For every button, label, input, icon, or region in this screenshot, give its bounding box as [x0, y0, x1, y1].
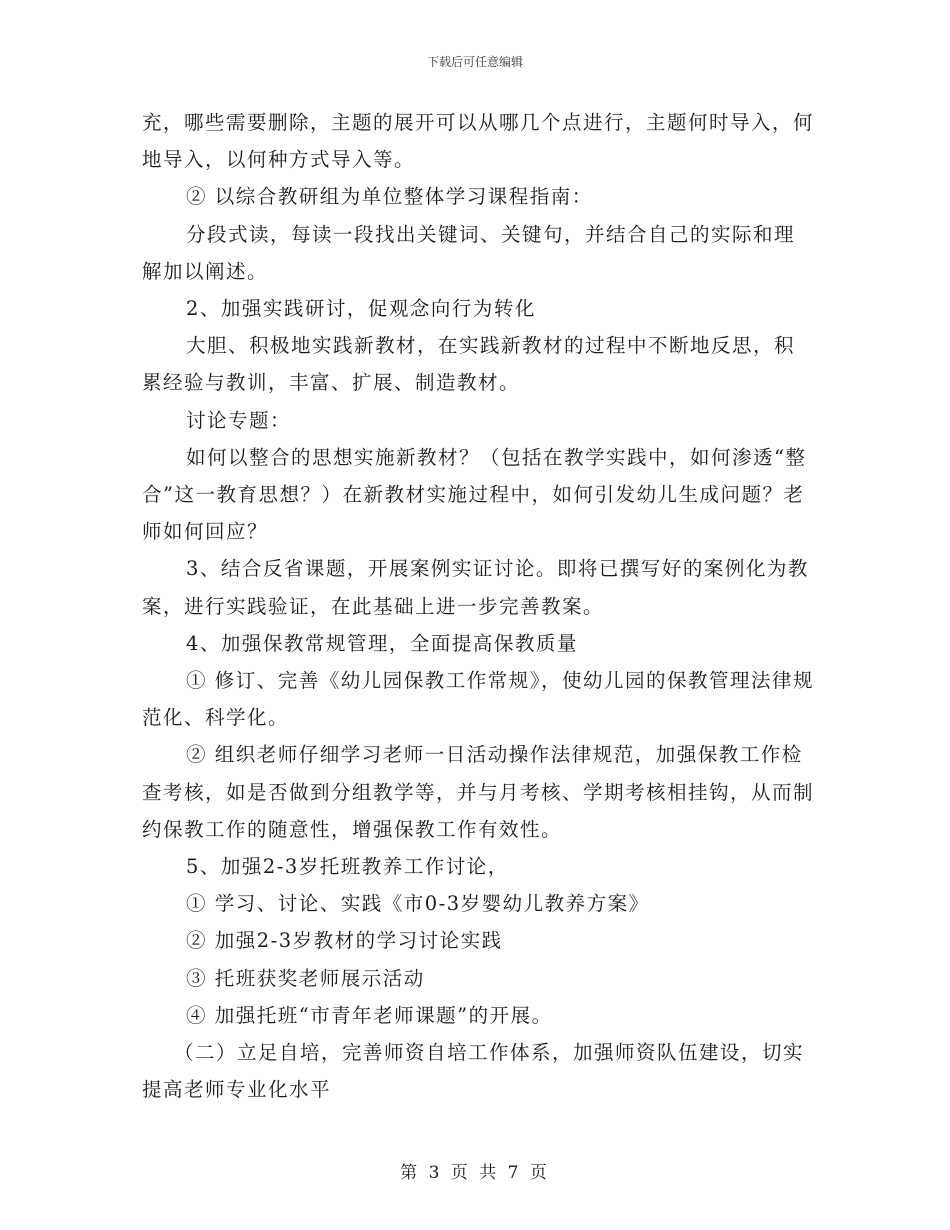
paragraph: 3、结合反省课题，开展案例实证讨论。即将已撰写好的案例化为教案，进行实践验证，在此基础上进一步完善教案。 [142, 557, 809, 618]
paragraph: ② 组织老师仔细学习老师一日活动操作法律规范，加强保教工作检查考核，如是否做到分组教学等，并与月考核、学期考核相挂钩，从而制约保教工作的随意性，增强保教工作有效性。 [142, 743, 815, 841]
paragraph: 分段式读，每读一段找出关键词、关键句，并结合自己的实际和理解加以阐述。 [142, 222, 796, 283]
paragraph: 5、加强2-3岁托班教养工作讨论， [186, 855, 509, 879]
page-number-footer: 第 3 页 共 7 页 [400, 1163, 550, 1183]
paragraph: 如何以整合的思想实施新教材？（包括在教学实践中，如何渗透“整合”这一教育思想？）在新教材实施过程中，如何引发幼儿生成问题？老师如何回应？ [142, 445, 807, 544]
document-body [142, 104, 814, 1108]
paragraph: ② 加强2-3岁教材的学习讨论实践 [186, 929, 503, 953]
page-header: 下载后可任意编辑 [426, 55, 523, 69]
paragraph: ③ 托班获奖老师展示活动 [186, 966, 425, 990]
paragraph: （二）立足自培，完善师资自培工作体系，加强师资队伍建设，切实提高老师专业化水平 [142, 1041, 805, 1102]
paragraph: ② 以综合教研组为单位整体学习课程指南： [186, 185, 593, 209]
paragraph: 4、加强保教常规管理，全面提高保教质量 [186, 631, 578, 655]
paragraph: ① 学习、讨论、实践《市0-3岁婴幼儿教养方案》 [186, 892, 650, 916]
paragraph: ④ 加强托班“市青年老师课题”的开展。 [186, 1003, 553, 1027]
paragraph: ① 修订、完善《幼儿园保教工作常规》，使幼儿园的保教管理法律规范化、科学化。 [142, 669, 814, 730]
paragraph: 充，哪些需要删除，主题的展开可以从哪几个点进行，主题何时导入，何地导入，以何种方式导入等。 [142, 111, 815, 172]
paragraph: 大胆、积极地实践新教材，在实践新教材的过程中不断地反思，积累经验与教训，丰富、扩展、制造教材。 [142, 334, 796, 395]
paragraph: 讨论专题： [186, 408, 292, 432]
paragraph: 2、加强实践研讨，促观念向行为转化 [186, 297, 536, 321]
